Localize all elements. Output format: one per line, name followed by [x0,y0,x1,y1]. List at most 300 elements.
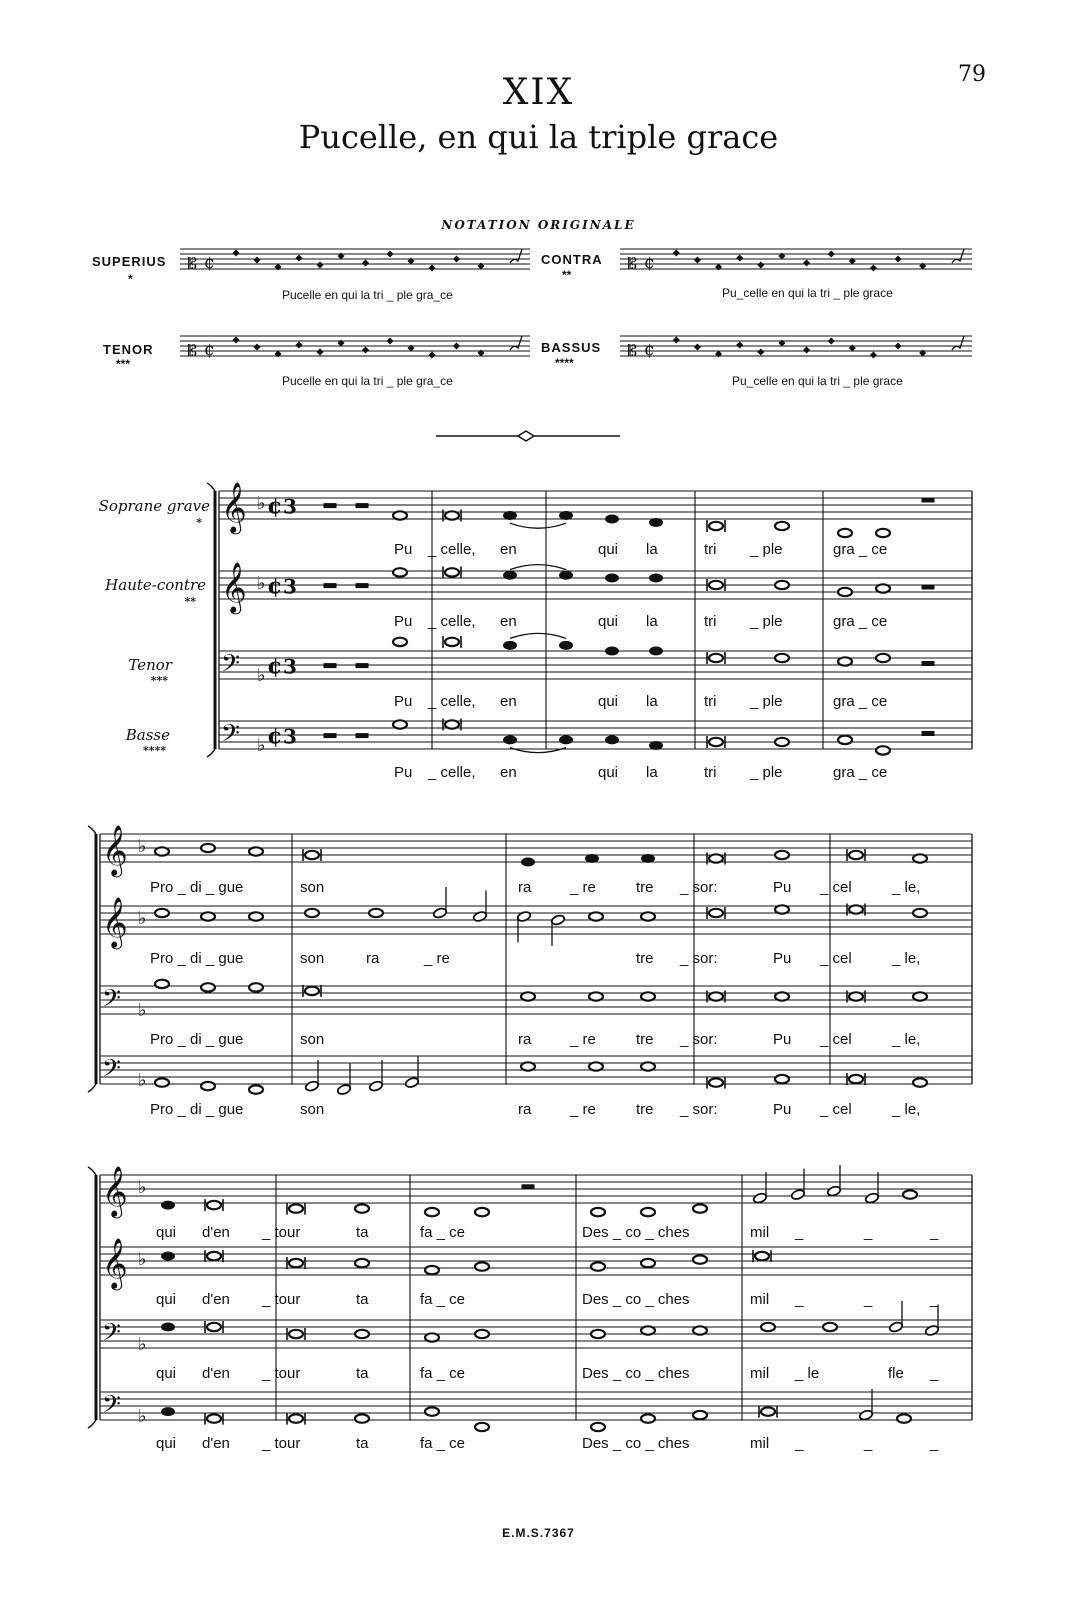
whole-note [876,529,890,537]
bass-clef-icon: 𝄢 [102,1318,121,1353]
breve-note [849,992,863,1000]
lyric: ta [356,1435,369,1452]
whole-note [775,522,789,530]
whole-note [369,909,383,917]
whole-note [641,992,655,1000]
breve-note [305,987,319,995]
lyric: _ ple [750,693,783,710]
whole-note [903,1190,917,1198]
black-note [504,571,517,579]
lyric: tre [636,950,654,967]
black-note [162,1323,175,1331]
lyric: ra [518,1101,532,1118]
whole-note [693,1411,707,1419]
whole-note [355,1204,369,1212]
incipit-stars-bassus: **** [555,356,574,370]
lyric: ta [356,1224,369,1241]
voice-label-haute-contre: Haute-contre [105,576,206,594]
mensural-note [695,257,701,263]
lyric: qui [598,764,619,781]
whole-note [155,980,169,988]
breve-note [709,992,723,1000]
custos-icon [952,336,964,350]
breve-note [207,1323,221,1331]
lyric: qui [156,1224,177,1241]
half-note [369,1080,384,1092]
lyric: fle [888,1365,904,1382]
lyric: _ cel [820,950,852,967]
mensural-note [758,349,764,355]
publisher-plate-number: E.M.S.7367 [502,1526,575,1540]
breve-note [207,1201,221,1209]
whole-note [913,1078,927,1086]
lyric: Pu [773,1101,792,1118]
whole-note [201,983,215,991]
lyric: en [500,613,517,630]
mensural-note [296,342,302,348]
voice-label-tenor: Tenor [128,656,172,674]
breve-note [289,1414,303,1422]
mensural-note [454,343,460,349]
whole-note [897,1414,911,1422]
mensural-note [233,250,239,256]
whole-note [305,909,319,917]
lyric: _ ple [750,541,783,558]
lyric: en [500,541,517,558]
rest [356,734,368,738]
whole-note [249,912,263,920]
breve-note [709,1078,723,1086]
half-note [305,1080,320,1092]
flat-icon: ♭ [257,493,266,514]
lyric: la [646,613,658,630]
system-3-staff-3 [100,1320,972,1348]
lyric: _ le [795,1365,820,1382]
treble-clef-icon: 𝄞 [102,1238,128,1289]
flat-icon: ♭ [138,908,147,929]
treble-clef-icon: 𝄞 [102,825,128,876]
whole-note [393,511,407,519]
mensuration-icon: ¢ [204,253,215,273]
lyric: qui [156,1291,177,1308]
breve-note [709,581,723,589]
lyric: Pu [773,879,792,896]
half-note [433,907,448,919]
lyric: Pu [773,950,792,967]
whole-note [913,854,927,862]
whole-note [775,738,789,746]
breve-note [445,511,459,519]
whole-note [425,1407,439,1415]
whole-note [641,912,655,920]
lyric: _ [795,1291,804,1308]
lyric: Pu [394,613,413,630]
mensural-note [296,255,302,261]
incipit-stars-contra: ** [562,268,572,282]
black-note [162,1201,175,1209]
mensural-note [895,343,901,349]
lyric: tri [704,541,717,558]
breve-note [207,1252,221,1260]
lyric: _ [795,1224,804,1241]
breve-note [305,851,319,859]
mensural-note [454,256,460,262]
lyric: fa _ ce [420,1435,466,1452]
whole-note [355,1259,369,1267]
lyric: tri [704,613,717,630]
lyric: Pu [773,1031,792,1048]
whole-note [775,1075,789,1083]
half-note [865,1192,880,1204]
lyric: _ [864,1291,873,1308]
whole-note [761,1323,775,1331]
breve-note [849,905,863,913]
lyric: _ ple [750,613,783,630]
whole-note [475,1262,489,1270]
lyric: tre [636,1101,654,1118]
half-note [753,1192,768,1204]
lyric: _ tour [262,1365,301,1382]
lyric: d'en [202,1365,230,1382]
whole-note [249,1085,263,1093]
whole-note [823,1323,837,1331]
half-note [827,1185,842,1197]
breve-note [289,1330,303,1338]
whole-note [393,720,407,728]
lyric: _ tour [262,1291,301,1308]
rest [324,664,336,668]
time-signature-icon: ¢ [267,573,283,600]
lyric: la [646,693,658,710]
lyric: tre [636,879,654,896]
piece-number: XIX [502,72,575,113]
black-note [560,736,573,744]
lyric: _ sor: [680,950,718,967]
whole-note [425,1208,439,1216]
mensural-note [317,349,323,355]
black-note [162,1252,175,1260]
mensural-note [363,347,369,353]
lyric: _ [864,1435,873,1452]
whole-note [775,654,789,662]
lyric: ra [518,879,532,896]
incipit-label-tenor: TENOR [103,342,154,357]
black-note [650,742,663,750]
whole-note [641,1414,655,1422]
whole-note [693,1326,707,1334]
lyric: _ celle, [428,613,476,630]
whole-note [355,1414,369,1422]
lyric: qui [156,1365,177,1382]
whole-note [641,1208,655,1216]
lyric: ra [518,1031,532,1048]
lyric: d'en [202,1291,230,1308]
black-note [560,571,573,579]
bass-clef-icon: 𝄢 [102,1054,121,1089]
flat-icon: ♭ [257,665,266,686]
mensural-note [828,338,834,344]
incipit-label-superius: SUPERIUS [92,254,167,269]
whole-note [876,746,890,754]
system-3-staff-1 [100,1175,972,1203]
whole-note [591,1262,605,1270]
whole-note [155,847,169,855]
whole-note [249,847,263,855]
lyric: _ re [570,879,596,896]
lyric: _ re [570,1101,596,1118]
mensural-note [695,344,701,350]
half-note [889,1321,904,1333]
lyric: tri [704,764,717,781]
rest [356,584,368,588]
lyric: gra _ ce [833,541,888,558]
whole-note [249,983,263,991]
incipit-stars-tenor: *** [116,357,131,371]
mensuration-icon: ¢ [644,253,655,273]
lyric: _ sor: [680,879,718,896]
bass-clef-icon: 𝄢 [221,719,240,754]
breve-note [761,1407,775,1415]
breve-note [289,1204,303,1212]
flat-icon: ♭ [257,735,266,756]
breve-note [445,638,459,646]
lyric: _ le, [892,1101,921,1118]
time-signature-number: 3 [283,494,297,519]
whole-note [201,1082,215,1090]
lyric: ra [366,950,380,967]
lyric: tre [636,1031,654,1048]
lyric: Pro _ di _ gue [150,1031,244,1048]
breve-note [755,1252,769,1260]
lyric: ta [356,1291,369,1308]
whole-note [393,638,407,646]
mensural-note [758,262,764,268]
lyric: _ [930,1291,939,1308]
mensuration-icon: ¢ [204,340,215,360]
breve-note [709,522,723,530]
lyric: _ [864,1224,873,1241]
bass-clef-icon: 𝄢 [102,1390,121,1425]
system-3-staff-2 [100,1247,972,1275]
lyric: _ sor: [680,1031,718,1048]
lyric: _ [930,1435,939,1452]
whole-note [913,909,927,917]
black-note [642,855,655,863]
mensural-note [429,352,435,358]
lyric: _ cel [820,1031,852,1048]
breve-note [709,738,723,746]
breve-note [709,654,723,662]
voice-stars-tenor: *** [150,674,168,687]
mensural-note [828,251,834,257]
lyric: qui [598,613,619,630]
lyric: _ [795,1435,804,1452]
time-signature-icon: ¢ [267,723,283,750]
half-note [925,1325,940,1337]
lyric: ta [356,1365,369,1382]
lyric: gra _ ce [833,764,888,781]
incipit-lyric-contra: Pu_celle en qui la tri _ ple grace [722,286,893,300]
whole-note [475,1330,489,1338]
lyric: _ [930,1365,939,1382]
half-note [337,1084,352,1096]
lyric: fa _ ce [420,1224,466,1241]
mensural-note [737,255,743,261]
whole-note [876,584,890,592]
voice-label-soprane: Soprane grave [98,497,210,515]
mensural-note [871,265,877,271]
system-2-staff-4 [100,1056,972,1084]
rest [324,584,336,588]
whole-note [775,905,789,913]
incipit-lyric-tenor: Pucelle en qui la tri _ ple gra_ce [282,374,453,388]
time-signature-icon: ¢ [267,653,283,680]
lyric: tri [704,693,717,710]
treble-clef-icon: 𝄞 [221,562,247,613]
whole-note [838,529,852,537]
breve-note [709,854,723,862]
system-2-staff-3 [100,986,972,1014]
lyric: qui [598,541,619,558]
lyric: en [500,693,517,710]
mensural-note [804,347,810,353]
lyric: _ le, [892,879,921,896]
lyric: _ celle, [428,541,476,558]
lyric: _ celle, [428,764,476,781]
voice-stars-haute-contre: ** [184,595,196,608]
lyric: Des _ co _ ches [582,1224,690,1241]
lyric: qui [156,1435,177,1452]
lyric: Des _ co _ ches [582,1291,690,1308]
breve-note [445,720,459,728]
whole-note [589,912,603,920]
lyric: la [646,764,658,781]
lyric: _ tour [262,1224,301,1241]
whole-note [475,1423,489,1431]
mensural-note [254,257,260,263]
c-clef-icon: 𝄡 [628,254,637,273]
rest [356,664,368,668]
lyric: _ celle, [428,693,476,710]
lyric: Pro _ di _ gue [150,950,244,967]
mensural-note [673,250,679,256]
mensural-note [804,260,810,266]
half-note [405,1077,420,1089]
notation-subtitle: NOTATION ORIGINALE [441,218,636,232]
black-note [522,858,535,866]
time-signature-number: 3 [283,654,297,679]
black-note [504,736,517,744]
breve-note [849,1075,863,1083]
time-signature-icon: ¢ [267,493,283,520]
voice-label-basse: Basse [125,726,170,744]
incipit-label-contra: CONTRA [541,252,603,267]
lyric: d'en [202,1435,230,1452]
incipit-label-bassus: BASSUS [541,340,602,355]
whole-note [775,851,789,859]
incipit-lyric-superius: Pucelle en qui la tri _ ple gra_ce [282,288,453,302]
breve-note [849,851,863,859]
whole-note [425,1333,439,1341]
system-3-staff-4 [100,1392,972,1420]
page-title: Pucelle, en qui la triple grace [298,118,779,156]
black-note [606,574,619,582]
black-note [606,736,619,744]
flat-icon: ♭ [138,1334,147,1355]
lyric: _ re [424,950,450,967]
whole-note [475,1208,489,1216]
flat-icon: ♭ [138,1249,147,1270]
breve-note [289,1259,303,1267]
half-note [473,911,488,923]
treble-clef-icon: 𝄞 [102,1166,128,1217]
mensural-note [895,256,901,262]
lyric: _ le, [892,1031,921,1048]
voice-stars-soprane: * [196,516,202,529]
lyric: _ [930,1224,939,1241]
black-note [650,519,663,527]
whole-note [641,1259,655,1267]
lyric: Pu [394,764,413,781]
flat-icon: ♭ [138,1000,147,1021]
lyric: _ tour [262,1435,301,1452]
whole-note [775,992,789,1000]
flat-icon: ♭ [138,1177,147,1198]
whole-note [838,736,852,744]
lyric: fa _ ce [420,1365,466,1382]
time-signature-number: 3 [283,574,297,599]
c-clef-icon: 𝄡 [628,341,637,360]
voice-stars-basse: **** [142,744,166,757]
whole-note [155,1078,169,1086]
lyric: gra _ ce [833,693,888,710]
custos-icon [952,249,964,263]
black-note [606,647,619,655]
lyric: mil [750,1291,770,1308]
mensural-note [673,337,679,343]
whole-note [393,568,407,576]
lyric: _ ple [750,764,783,781]
black-note [162,1408,175,1416]
lyric: son [300,950,325,967]
whole-note [693,1255,707,1263]
lyric: _ le, [892,950,921,967]
lyric: mil [750,1224,770,1241]
mensuration-icon: ¢ [644,340,655,360]
lyric: _ re [570,1031,596,1048]
whole-note [355,1330,369,1338]
whole-note [201,912,215,920]
mensural-note [429,265,435,271]
lyric: son [300,1031,325,1048]
whole-note [425,1266,439,1274]
whole-note [589,992,603,1000]
incipit-stars-superius: * [128,272,133,286]
treble-clef-icon: 𝄞 [102,897,128,948]
rest [324,504,336,508]
flat-icon: ♭ [257,573,266,594]
mensural-note [871,352,877,358]
rest [324,734,336,738]
tie [510,565,566,570]
lyric: gra _ ce [833,613,888,630]
lyric: Pro _ di _ gue [150,1101,244,1118]
breve-note [207,1414,221,1422]
rest [922,498,934,502]
mensural-note [233,337,239,343]
rest [922,662,934,666]
lyric: d'en [202,1224,230,1241]
